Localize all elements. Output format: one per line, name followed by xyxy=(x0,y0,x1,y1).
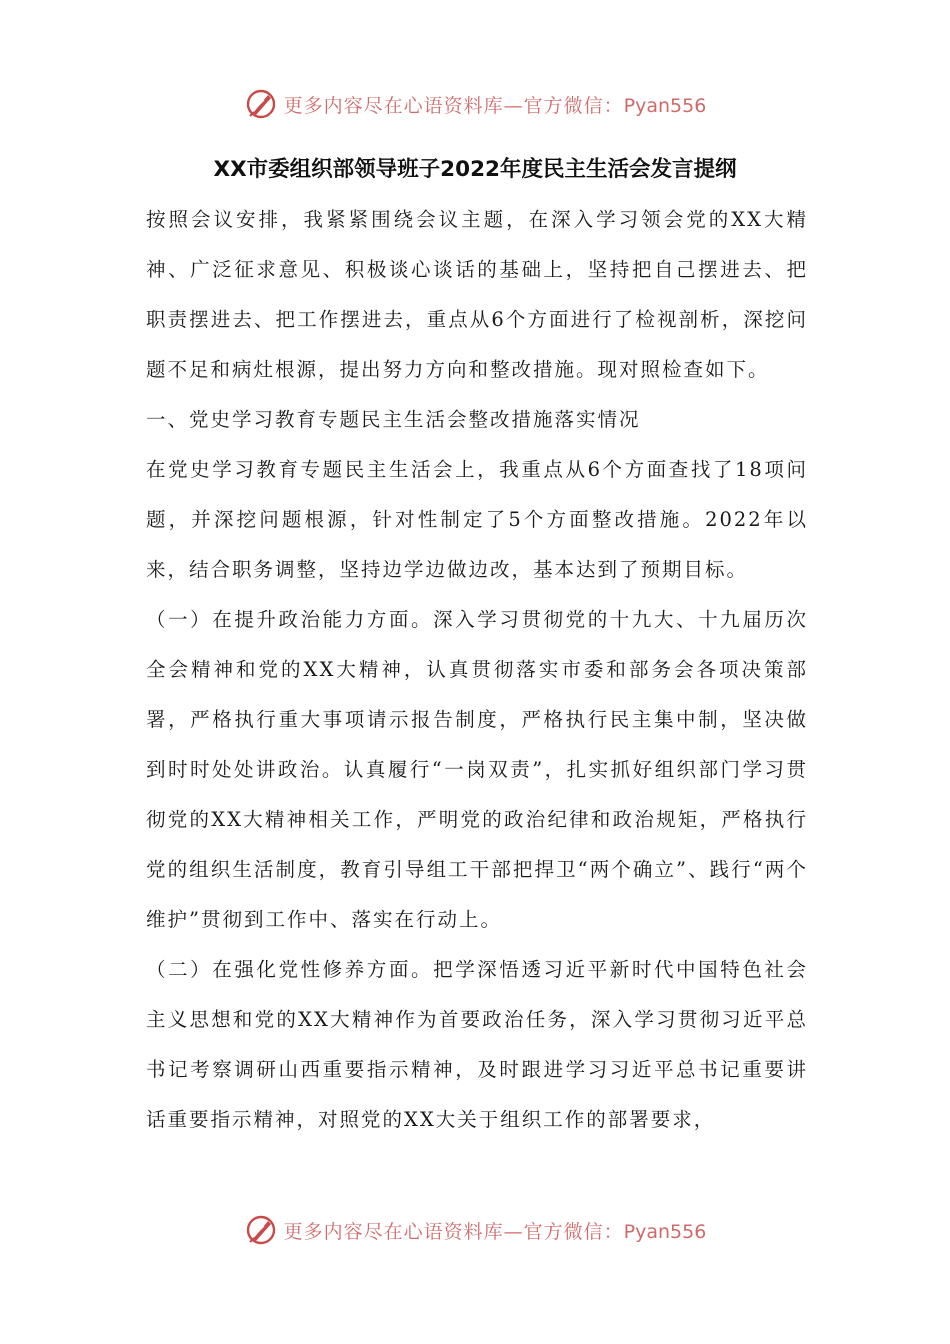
paragraph-subsection-1: （一）在提升政治能力方面。深入学习贯彻党的十九大、十九届历次全会精神和党的XX大精神，认真贯彻落实市委和部务会各项决策部署，严格执行重大事项请示报告制度，严格执行民主集中制，坚决做到时时处处讲政治。认真履行“一岗双责”，扎实抓好组织部门学习贯彻党的XX大精神相关工作，严明党的政治纪律和政治规矩，严格执行党的组织生活制度，教育引导组工干部把捍卫“两个确立”、践行“两个维护”贯彻到工作中、落实在行动上。 xyxy=(146,608,808,931)
paragraph-section-1: 在党史学习教育专题民主生活会上，我重点从6个方面查找了18项问题，并深挖问题根源，针对性制定了5个方面整改措施。2022年以来，结合职务调整，坚持边学边做边改，基本达到了预期目标。 xyxy=(146,458,808,581)
section-heading-1: 一、党史学习教育专题民主生活会整改措施落实情况 xyxy=(146,408,641,431)
watermark-text: 更多内容尽在心语资料库—官方微信：Pyan556 xyxy=(283,1220,707,1243)
quill-pen-logo-icon xyxy=(244,87,278,121)
watermark-wechat-id: Pyan556 xyxy=(623,1220,707,1243)
quill-pen-logo-icon xyxy=(244,1213,278,1247)
watermark-footer xyxy=(0,1210,950,1250)
watermark-header xyxy=(0,84,950,124)
paragraph-subsection-2: （二）在强化党性修养方面。把学深悟透习近平新时代中国特色社会主义思想和党的XX大精神作为首要政治任务，深入学习贯彻习近平总书记考察调研山西重要指示精神，及时跟进学习习近平总书记重要讲话重要指示精神，对照党的XX大关于组织工作的部署要求， xyxy=(146,958,808,1131)
paragraph-intro: 按照会议安排，我紧紧围绕会议主题，在深入学习领会党的XX大精神、广泛征求意见、积极谈心谈话的基础上，坚持把自己摆进去、把职责摆进去、把工作摆进去，重点从6个方面进行了检视剖析，深挖问题不足和病灶根源，提出努力方向和整改措施。现对照检查如下。 xyxy=(146,208,808,381)
watermark-wechat-id: Pyan556 xyxy=(623,94,707,117)
document-body xyxy=(146,195,808,1145)
watermark-text: 更多内容尽在心语资料库—官方微信：Pyan556 xyxy=(283,94,707,117)
document-title: XX市委组织部领导班子2022年度民主生活会发言提纲 xyxy=(213,157,737,182)
